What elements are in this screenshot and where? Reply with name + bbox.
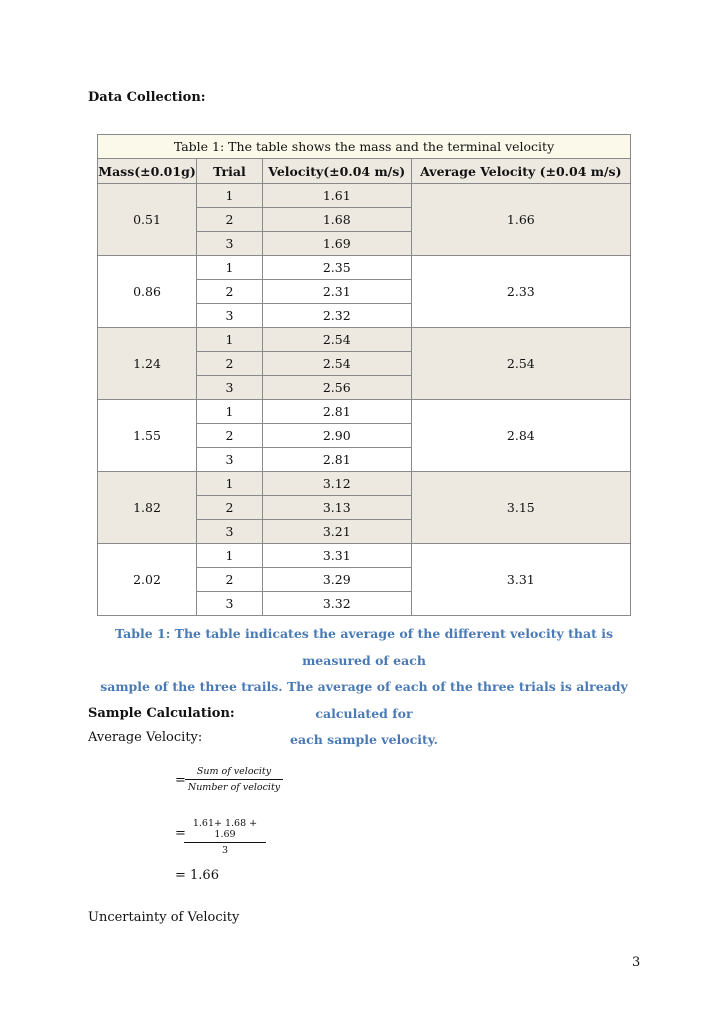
trial-cell: 1 [196,472,262,496]
trial-cell: 1 [196,544,262,568]
velocity-cell: 3.21 [262,520,411,544]
equation1-fraction [185,766,283,793]
table-row [98,256,631,280]
average-velocity-cell: 2.84 [411,400,630,472]
velocity-cell: 2.54 [262,328,411,352]
trial-cell: 1 [196,400,262,424]
trial-cell: 1 [196,184,262,208]
average-velocity-cell: 3.15 [411,472,630,544]
fraction-bar [184,842,266,843]
trial-cell: 2 [196,208,262,232]
trial-cell: 3 [196,376,262,400]
trial-cell: 1 [196,256,262,280]
trial-cell: 3 [196,232,262,256]
equation1-denominator: Number of velocity [187,782,281,793]
velocity-cell: 3.12 [262,472,411,496]
table-row [98,328,631,352]
calculation-result: = 1.66 [175,868,219,883]
header-average-velocity: Average Velocity (±0.04 m/s) [411,159,630,184]
mass-cell: 2.02 [98,544,197,616]
trial-cell: 2 [196,568,262,592]
velocity-cell: 2.90 [262,424,411,448]
trial-cell: 3 [196,448,262,472]
figure-caption-line: sample of the three trails. The average of each of the three trials is already calculated for [100,679,628,721]
velocity-cell: 2.81 [262,448,411,472]
header-velocity: Velocity(±0.04 m/s) [262,159,411,184]
mass-cell: 0.86 [98,256,197,328]
velocity-cell: 3.29 [262,568,411,592]
table-caption: Table 1: The table shows the mass and the terminal velocity [98,135,631,159]
velocity-cell: 1.68 [262,208,411,232]
data-collection-heading: Data Collection: [88,90,206,105]
average-velocity-label: Average Velocity: [88,730,203,745]
mass-cell: 1.24 [98,328,197,400]
equation2-equals: = [175,826,186,841]
trial-cell: 1 [196,328,262,352]
equation1-numerator: Sum of velocity [196,766,272,777]
velocity-cell: 3.31 [262,544,411,568]
average-velocity-cell: 2.54 [411,328,630,400]
header-mass: Mass(±0.01g) [98,159,197,184]
equation2-denominator: 3 [221,845,229,856]
average-velocity-cell: 2.33 [411,256,630,328]
velocity-cell: 1.61 [262,184,411,208]
velocity-cell: 2.56 [262,376,411,400]
equation1-equals: = [175,773,186,788]
average-velocity-cell: 1.66 [411,184,630,256]
velocity-cell: 2.54 [262,352,411,376]
average-velocity-cell: 3.31 [411,544,630,616]
mass-cell: 0.51 [98,184,197,256]
header-trial: Trial [196,159,262,184]
trial-cell: 3 [196,520,262,544]
figure-caption-line: each sample velocity. [290,732,438,747]
mass-cell: 1.82 [98,472,197,544]
uncertainty-label: Uncertainty of Velocity [88,910,240,925]
velocity-cell: 2.32 [262,304,411,328]
trial-cell: 2 [196,352,262,376]
velocity-cell: 1.69 [262,232,411,256]
trial-cell: 2 [196,424,262,448]
table-row [98,472,631,496]
velocity-cell: 2.81 [262,400,411,424]
equation2-numerator: 1.61+ 1.68 + 1.69 [192,818,258,840]
velocity-cell: 2.31 [262,280,411,304]
fraction-bar [185,779,283,780]
velocity-cell: 2.35 [262,256,411,280]
equation2-fraction [184,818,266,856]
table-row [98,544,631,568]
trial-cell: 3 [196,304,262,328]
sample-calculation-heading: Sample Calculation: [88,706,235,721]
trial-cell: 2 [196,280,262,304]
velocity-cell: 3.13 [262,496,411,520]
table-row [98,400,631,424]
data-table [97,134,631,616]
page-number: 3 [632,955,641,970]
figure-caption-line: Table 1: The table indicates the average of the different velocity that is measured of each [115,626,613,668]
trial-cell: 2 [196,496,262,520]
mass-cell: 1.55 [98,400,197,472]
table-row [98,184,631,208]
trial-cell: 3 [196,592,262,616]
velocity-cell: 3.32 [262,592,411,616]
